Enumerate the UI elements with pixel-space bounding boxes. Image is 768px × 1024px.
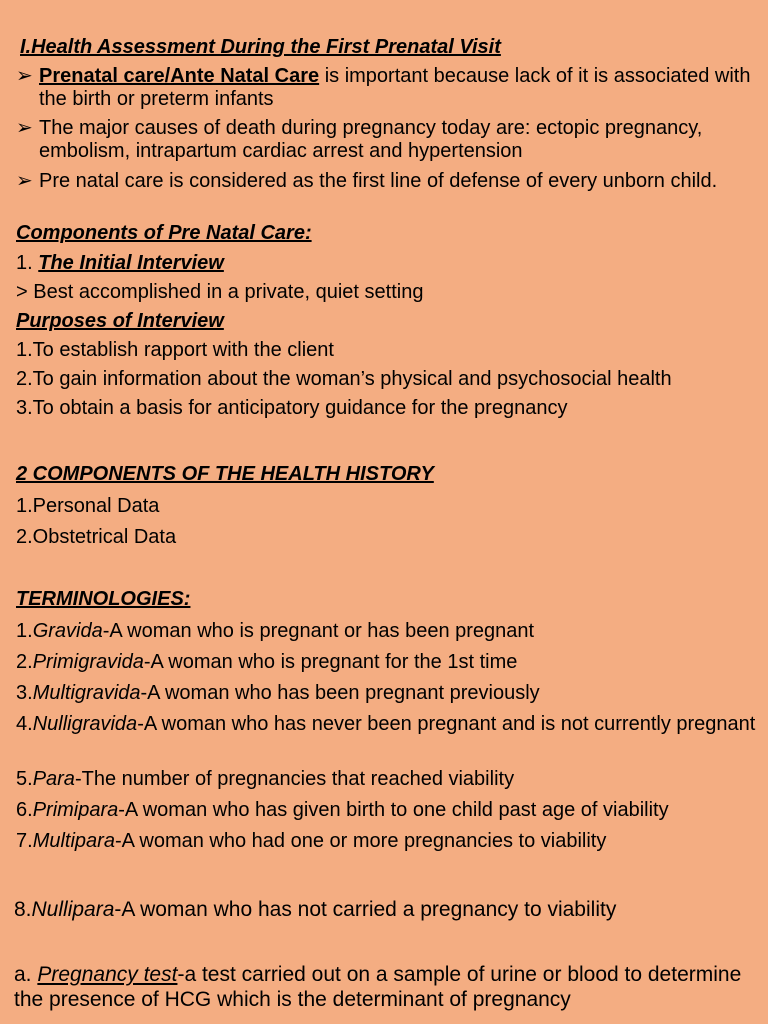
arrow-bullet-icon: ➢ (16, 117, 33, 139)
term-name: Nulligravida (32, 713, 138, 735)
term-name: Para (32, 768, 75, 790)
term-number: 7. (16, 830, 33, 852)
purpose-item: 2.To gain information about the woman’s physical and psychosocial health (16, 368, 672, 390)
term-multipara (16, 830, 606, 853)
term-number: 3. (16, 682, 33, 704)
initial-interview-title: The Initial Interview (38, 252, 224, 274)
purposes-heading: Purposes of Interview (16, 310, 224, 332)
term-para (16, 768, 514, 791)
term-multigravida (16, 682, 540, 705)
term-primigravida (16, 651, 517, 674)
bullet-text: Pre natal care is considered as the first line of defense of every unborn child. (39, 170, 718, 192)
term-name: Gravida (32, 620, 103, 642)
bullet-text: is important because lack of it is associated with the birth or preterm infants (39, 65, 751, 110)
history-item: 1.Personal Data (16, 495, 160, 517)
arrow-bullet-icon: ➢ (16, 65, 33, 87)
term-nullipara (14, 898, 616, 921)
health-history-heading: 2 COMPONENTS OF THE HEALTH HISTORY (16, 463, 434, 485)
components-heading: Components of Pre Natal Care: (16, 222, 312, 244)
interview-note: > Best accomplished in a private, quiet setting (16, 281, 424, 303)
term-definition: -A woman who has given birth to one child past age of viability (118, 799, 669, 821)
term-name: Primigravida (32, 651, 144, 673)
term-definition: -A woman who is pregnant for the 1st time (143, 651, 518, 673)
term-name: Multipara (32, 830, 115, 852)
term-number: 6. (16, 799, 33, 821)
term-definition: -A woman who is pregnant or has been pregnant (102, 620, 535, 642)
term-gravida (16, 620, 534, 643)
term-number: 1. (16, 620, 33, 642)
term-primipara (16, 799, 669, 822)
term-definition: -A woman who has been pregnant previously (140, 682, 540, 704)
term-nulligravida (16, 713, 756, 736)
term-name: Nullipara (31, 898, 115, 921)
term-number: 8. (14, 898, 32, 921)
initial-interview-line (16, 252, 224, 275)
term-definition: -a test carried out on a sample of urine or blood to determine the presence of HCG which is the determinant of pregnancy (14, 963, 742, 1011)
term-name: Primipara (32, 799, 119, 821)
pregnancy-test-definition (14, 962, 758, 1012)
term-definition: -A woman who has not carried a pregnancy to viability (114, 898, 617, 921)
purpose-item: 3.To obtain a basis for anticipatory guidance for the pregnancy (16, 397, 568, 419)
purpose-item: 1.To establish rapport with the client (16, 339, 334, 361)
term-number: 4. (16, 713, 33, 735)
term-definition: -A woman who has never been pregnant and is not currently pregnant (137, 713, 756, 735)
pregnancy-test-term: Pregnancy test (37, 963, 178, 986)
bullet-text: The major causes of death during pregnancy today are: ectopic pregnancy, embolism, intrapartum cardiac arrest and hypertension (39, 117, 703, 162)
term-name: Multigravida (32, 682, 141, 704)
term-definition: -The number of pregnancies that reached viability (74, 768, 515, 790)
terminologies-heading: TERMINOLOGIES: (16, 588, 191, 610)
prenatal-care-term: Prenatal care/Ante Natal Care (39, 65, 320, 87)
history-item: 2.Obstetrical Data (16, 526, 177, 548)
page-title: I.Health Assessment During the First Prenatal Visit (20, 36, 501, 58)
item-letter: a. (14, 963, 38, 986)
interview-number: 1. (16, 252, 39, 274)
arrow-bullet-icon: ➢ (16, 170, 33, 192)
term-definition: -A woman who had one or more pregnancies to viability (114, 830, 607, 852)
term-number: 5. (16, 768, 33, 790)
term-number: 2. (16, 651, 33, 673)
